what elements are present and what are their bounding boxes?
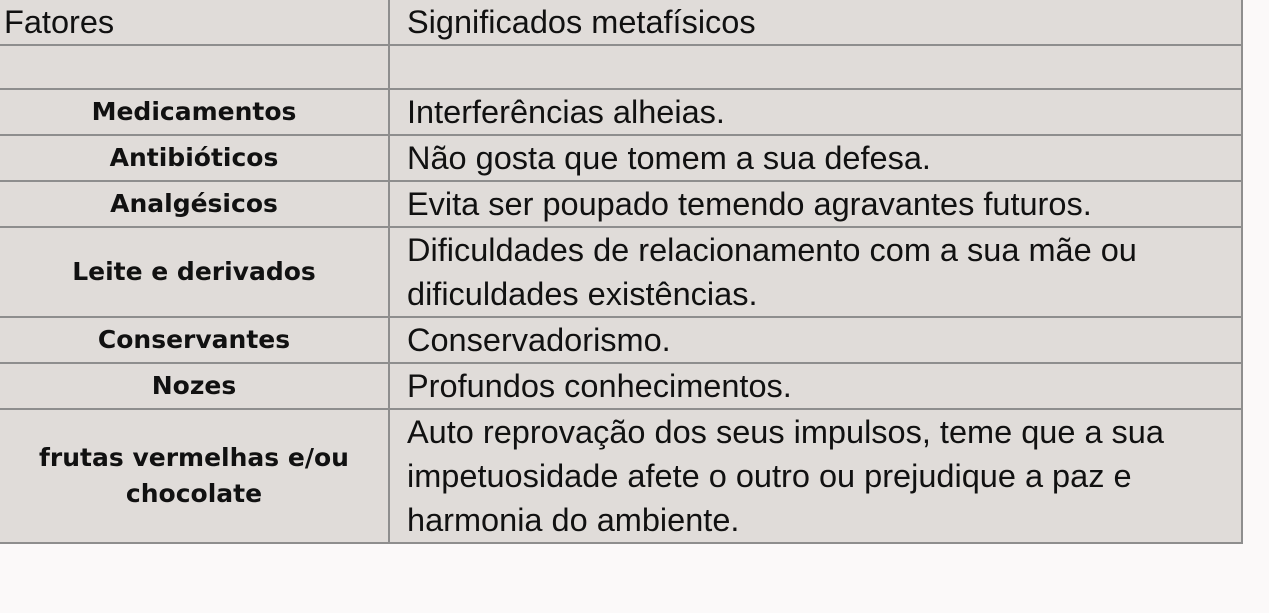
significado-cell: Evita ser poupado temendo agravantes futuros.: [389, 181, 1242, 227]
significado-cell: [389, 45, 1242, 89]
significado-cell: Profundos conhecimentos.: [389, 363, 1242, 409]
table-row: [0, 135, 1242, 181]
fator-cell: Leite e derivados: [0, 227, 389, 317]
table-row: [0, 181, 1242, 227]
significado-cell: Conservadorismo.: [389, 317, 1242, 363]
fator-cell: Conservantes: [0, 317, 389, 363]
table-row: [0, 227, 1242, 317]
table-row: [0, 89, 1242, 135]
fator-cell: Medicamentos: [0, 89, 389, 135]
table-row: [0, 409, 1242, 543]
significado-cell: Interferências alheias.: [389, 89, 1242, 135]
fator-cell: Analgésicos: [0, 181, 389, 227]
table-row: [0, 317, 1242, 363]
significado-cell: Não gosta que tomem a sua defesa.: [389, 135, 1242, 181]
header-fatores: Fatores: [0, 0, 389, 45]
significado-cell: Dificuldades de relacionamento com a sua mãe ou dificuldades existências.: [389, 227, 1242, 317]
fator-cell: frutas vermelhas e/ou chocolate: [0, 409, 389, 543]
table-row: [0, 45, 1242, 89]
significado-cell: Auto reprovação dos seus impulsos, teme que a sua impetuosidade afete o outro ou prejudique a paz e harmonia do ambiente.: [389, 409, 1242, 543]
table-header-row: [0, 0, 1242, 45]
fator-cell: Antibióticos: [0, 135, 389, 181]
table-row: [0, 363, 1242, 409]
fator-cell: Nozes: [0, 363, 389, 409]
fator-cell: [0, 45, 389, 89]
header-significados: Significados metafísicos: [389, 0, 1242, 45]
